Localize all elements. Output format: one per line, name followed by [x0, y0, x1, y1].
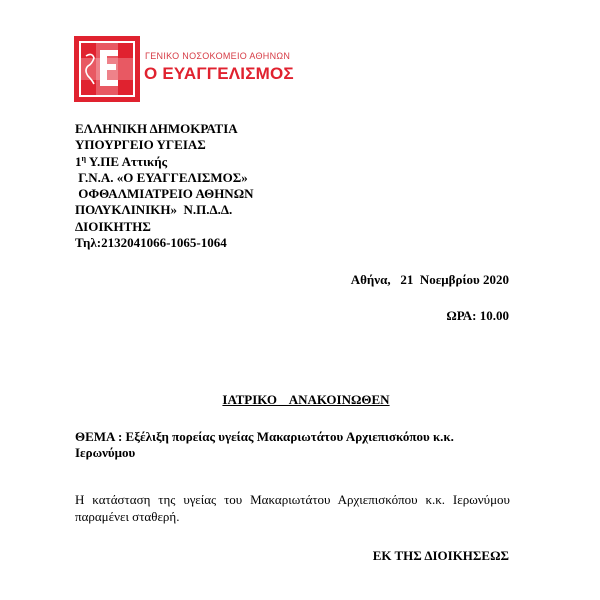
document-title: ΙΑΤΡΙΚΟ ΑΝΑΚΟΙΝΩΘΕΝ: [222, 392, 390, 407]
logo-subtitle: ΓΕΝΙΚΟ ΝΟΣΟΚΟΜΕΙΟ ΑΘΗΝΩΝ: [145, 51, 291, 61]
letterhead-line: [75, 154, 254, 170]
region-number: 1: [75, 153, 82, 169]
hospital-cross-icon: [74, 36, 140, 102]
letterhead-line: ΕΛΛΗΝΙΚΗ ΔΗΜΟΚΡΑΤΙΑ: [75, 121, 238, 136]
letterhead: [75, 121, 254, 251]
letterhead-line: ΔΙΟΙΚΗΤΗΣ: [75, 218, 151, 234]
letterhead-line: Γ.Ν.Α. «Ο ΕΥΑΓΓΕΛΙΣΜΟΣ»: [75, 169, 248, 185]
date-line: Αθήνα, 21 Νοεμβρίου 2020: [350, 272, 509, 287]
subject-line: ΘΕΜΑ : Εξέλιξη πορείας υγείας Μακαριωτάτου Αρχιεπισκόπου κ.κ. Ιερωνύμου: [75, 429, 454, 460]
letterhead-line: ΥΠΟΥΡΓΕΙΟ ΥΓΕΙΑΣ: [75, 137, 206, 153]
logo-title: Ο ΕΥΑΓΓΕΛΙΣΜΟΣ: [144, 64, 294, 83]
announcement-body: Η κατάσταση της υγείας του Μακαριωτάτου Αρχιεπισκόπου κ.κ. Ιερωνύμου παραμένει σταθερή.: [75, 492, 510, 524]
time-line: ΩΡΑ: 10.00: [446, 308, 509, 323]
region-superscript: η: [81, 153, 87, 163]
hospital-logo: [74, 36, 294, 106]
signature: ΕΚ ΤΗΣ ΔΙΟΙΚΗΣΕΩΣ: [372, 548, 509, 563]
region-name: Υ.ΠΕ Αττικής: [86, 153, 168, 169]
letterhead-line: ΠΟΛΥΚΛΙΝΙΚΗ» Ν.Π.Δ.Δ.: [75, 202, 233, 218]
phone-line: Τηλ:2132041066-1065-1064: [75, 235, 227, 251]
letterhead-line: ΟΦΘΑΛΜΙΑΤΡΕΙΟ ΑΘΗΝΩΝ: [75, 186, 254, 202]
